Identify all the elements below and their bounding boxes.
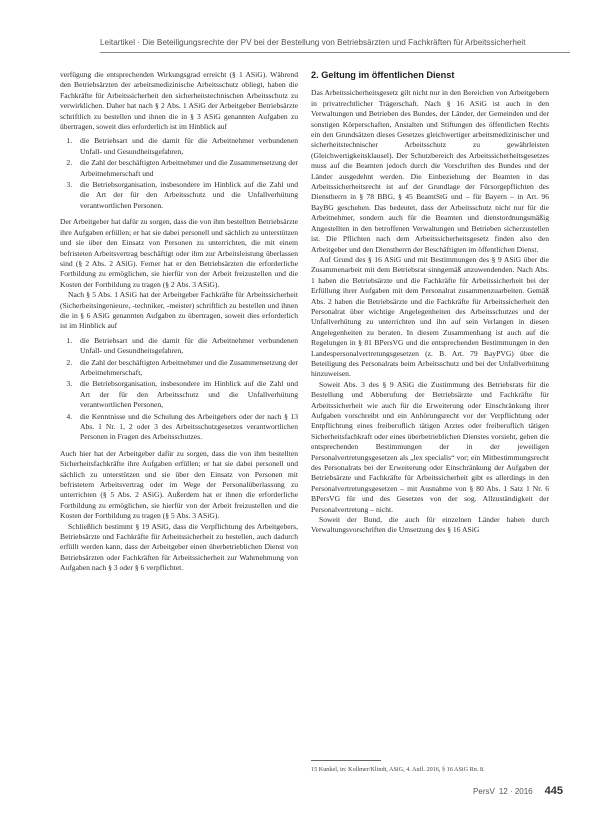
list-item: 3. die Betriebsorganisation, insbesondere im Hinblick auf die Zahl und Art der für den Arbeitsschutz und die Unfallverhütung verantwortlichen Personen, [74,379,298,410]
footnote-rule [311,760,381,761]
footnote: 15 Kunkel, in: Kollmer/Klindt, ASiG, 4. Aufl. 2016, § 16 ASiG Rn. 8. [311,766,485,773]
paragraph: Auf Grund des § 16 ASiG und mit Bestimmungen des § 9 ASiG über die Zusammenarbeit mit dem Betriebsrat sinngemäß anzuwendenden. Nach Abs. 1 haben die Betriebsärzte und die Fachkräfte für Arbeitssicherheit bei der Erfüllung ihrer Aufgaben mit dem Personalrat zusammenzuarbeiten. Gemäß Abs. 2 haben die Betriebsärzte und die Fachkräfte für Arbeitssicherheit den Personalrat über wichtige Angelegenheiten des Arbeitsschutzes und der Unfallverhütung zu unterrichten und ihn auf sein Verlangen in diesen Angelegenheiten zu beraten. In diesem Zusammenhang ist auch auf die Regelungen in § 81 BPersVG und die entsprechenden Bestimmungen in den Landespersonalvertretungsgesetzen (z. B. Art. 79 BayPVG) über die Beteiligung des Personalrats beim Arbeitsschutz und bei der Unfallverhütung hinzuweisen. [311,254,549,379]
journal-name: PersV [473,787,495,796]
paragraph: Schließlich bestimmt § 19 ASiG, dass die Verpflichtung des Arbeitgebers, Betriebsärzte und Fachkräfte für Arbeitssicherheit zu bestellen, auch dadurch erfüllt werden kann, dass der Arbeitgeber einen überbetrieblichen Dienst von Betriebsärzten oder Fachkräften für Arbeitssicherheit zur Wahrnehmung von Aufgaben nach § 3 oder § 6 verpflichtet. [60,521,298,573]
list-item: 1. die Betriebsart und die damit für die Arbeitnehmer verbundenen Unfall- und Gesundheitsgefahren, [74,136,298,157]
header-rule [100,52,570,53]
paragraph: Auch hier hat der Arbeitgeber dafür zu sorgen, dass die von ihm bestellten Sicherheitsfachkräfte ihre Aufgaben erfüllen; er hat sie dabei personell und sächlich zu unterstützen und sie über den Einsatz von Personen mit befristetem Arbeitsvertrag oder im Wege der Personalüberlassung zu unterrichten (§ 5 Abs. 2 ASiG). Außerdem hat er ihnen die erforderliche Fortbildung zu ermöglichen, sie hierfür von der Arbeit freizustellen und die Kosten der Fortbildung zu tragen (§ 5 Abs. 3 ASiG). [60,448,298,521]
paragraph: Nach § 5 Abs. 1 ASiG hat der Arbeitgeber Fachkräfte für Arbeitssicherheit (Sicherheitsingenieure, -techniker, -meister) schriftlich zu bestellen und ihnen die in § 6 ASiG genannten Aufgaben zu übertragen, soweit dies erforderlich ist im Hinblick auf [60,290,298,331]
paragraph: verfügung die entsprechenden Wirkungsgrad erreicht (§ 1 ASiG). Während den Betriebsärzten der arbeitsmedizinische Arbeitsschutz obliegt, haben die Fachkräfte für Arbeitssicherheit den sicherheitstechnischen Arbeitsschutz zu verwirklichen. Daher hat nach § 2 Abs. 1 ASiG der Arbeitgeber Betriebsärzte schriftlich zu bestellen und ihnen die in § 3 ASiG genannten Aufgaben zu übertragen, soweit dies erforderlich ist im Hinblick auf [60,70,298,132]
paragraph: Soweit Abs. 3 des § 9 ASiG die Zustimmung des Betriebsrats für die Bestellung und Abberufung der Betriebsärzte und Fachkräfte für Arbeitssicherheit wie auch für die Erweiterung oder Einschränkung ihrer Aufgaben vorschreibt und ein Anhörungsrecht vor der Verpflichtung oder Entpflichtung eines freiberuflich tätigen Arztes oder freiberuflich tätigen Sicherheitsfachkraft oder eines überbetrieblichen Dienstes vorsieht, gehen die entsprechenden Bestimmungen der in der jeweiligen Personalvertretungsgesetzen als „lex specialis“ vor; ein Mitbestimmungsrecht des Personalrats bei der Erweiterung oder Einschränkung der Aufgaben der Betriebsärzte und Fachkräfte für Arbeitssicherheit gibt es allerdings in den Personalvertretungsgesetzen – mit Ausnahme von § 80 Abs. 1 Satz 1 Nr. 6 BPersVG für und des Gesetzes von der sog. Allzuständigkeit der Personalvertretung – nicht. [311,379,549,514]
paragraph: Das Arbeitssicherheitsgesetz gilt nicht nur in den Bereichen von Arbeitgebern in privatrechtlicher Trägerschaft. Nach § 16 ASiG ist auch in den Verwaltungen und Betrieben des Bundes, der Länder, der Gemeinden und der sonstigen Körperschaften, Anstalten und Stiftungen des öffentlichen Rechts ein den Grundsätzen dieses Gesetzes gleichwertiger arbeitsmedizinischer und sicherheitstechnischer Arbeitsschutz zu gewährleisten (Gleichwertigkeitsklausel). Der Schutzbereich des Arbeitssicherheitsgesetzes muss auf die Beamten jedoch durch die Vorschriften des Bundes und der Länder ausgedehnt werden. Die Einbeziehung der Beamten in das Arbeitssicherheitsrecht ist auf der Grundlage der Fürsorgepflichten des Dienstherrn in § 78 BBG, § 45 BeamtStG und – für Bayern – in Art. 96 BayBG geschehen. Das bedeutet, dass der Arbeitsschutz nicht nur für die Arbeitnehmer, sondern auch für die Beamten und dienstordnungsmäßig Angestellten in den betroffenen Verwaltungen und Betrieben sicherzustellen ist. Die Pflichten nach dem Arbeitssicherheitsgesetz finden also den Arbeitgeber und den Dienstherrn der Beschäftigten im öffentlichen Dienst. [311,88,549,254]
paragraph: Soweit der Bund, die auch für einzelnen Länder haben durch Verwaltungsvorschriften die Umsetzung des § 16 ASiG [311,515,549,535]
page-footer [473,785,563,797]
list-item: 1. die Betriebsart und die damit für die Arbeitnehmer verbundenen Unfall- und Gesundheitsgefahren, [74,336,298,357]
page-number: 445 [544,785,563,797]
paragraph: Der Arbeitgeber hat dafür zu sorgen, dass die von ihm bestellten Betriebsärzte ihre Aufgaben erfüllen; er hat sie dabei personell und sächlich zu unterstützen und sie über den Einsatz von Personen zu unterrichten, die mit einem befristeten Arbeitsvertrag beschäftigt oder ihm zur Arbeitsleistung überlassen sind (§ 2 Abs. 2 ASiG). Ferner hat er den Betriebsärzten die erforderliche Fortbildung zu ermöglichen, sie hierfür von der Arbeit freizustellen und die Kosten der Fortbildung zu tragen (§ 2 Abs. 3 ASiG). [60,217,298,289]
list-item: 3. die Betriebsorganisation, insbesondere im Hinblick auf die Zahl und die Art der für den Arbeitsschutz und die Unfallverhütung verantwortlichen Personen. [74,180,298,211]
numbered-list [60,336,298,443]
section-heading: 2. Geltung im öffentlichen Dienst [311,70,455,80]
running-header: Leitartikel · Die Beteiligungsrechte der PV bei der Bestellung von Betriebsärzten und Fachkräften für Arbeitssicherheit [100,38,526,47]
right-column [311,70,549,536]
list-item: 2. die Zahl der beschäftigten Arbeitnehmer und die Zusammensetzung der Arbeitnehmerschaft, [74,358,298,379]
numbered-list [60,136,298,211]
list-item: 4. die Kenntnisse und die Schulung des Arbeitgebers oder der nach § 13 Abs. 1 Nr. 1, 2 oder 3 des Arbeitsschutzgesetzes verantwortlichen Personen in Fragen des Arbeitsschutzes. [74,412,298,443]
issue-number: 12 · 2016 [498,787,533,796]
list-item: 2. die Zahl der beschäftigten Arbeitnehmer und die Zusammensetzung der Arbeitnehmerschaft und [74,158,298,179]
left-column [60,70,298,574]
